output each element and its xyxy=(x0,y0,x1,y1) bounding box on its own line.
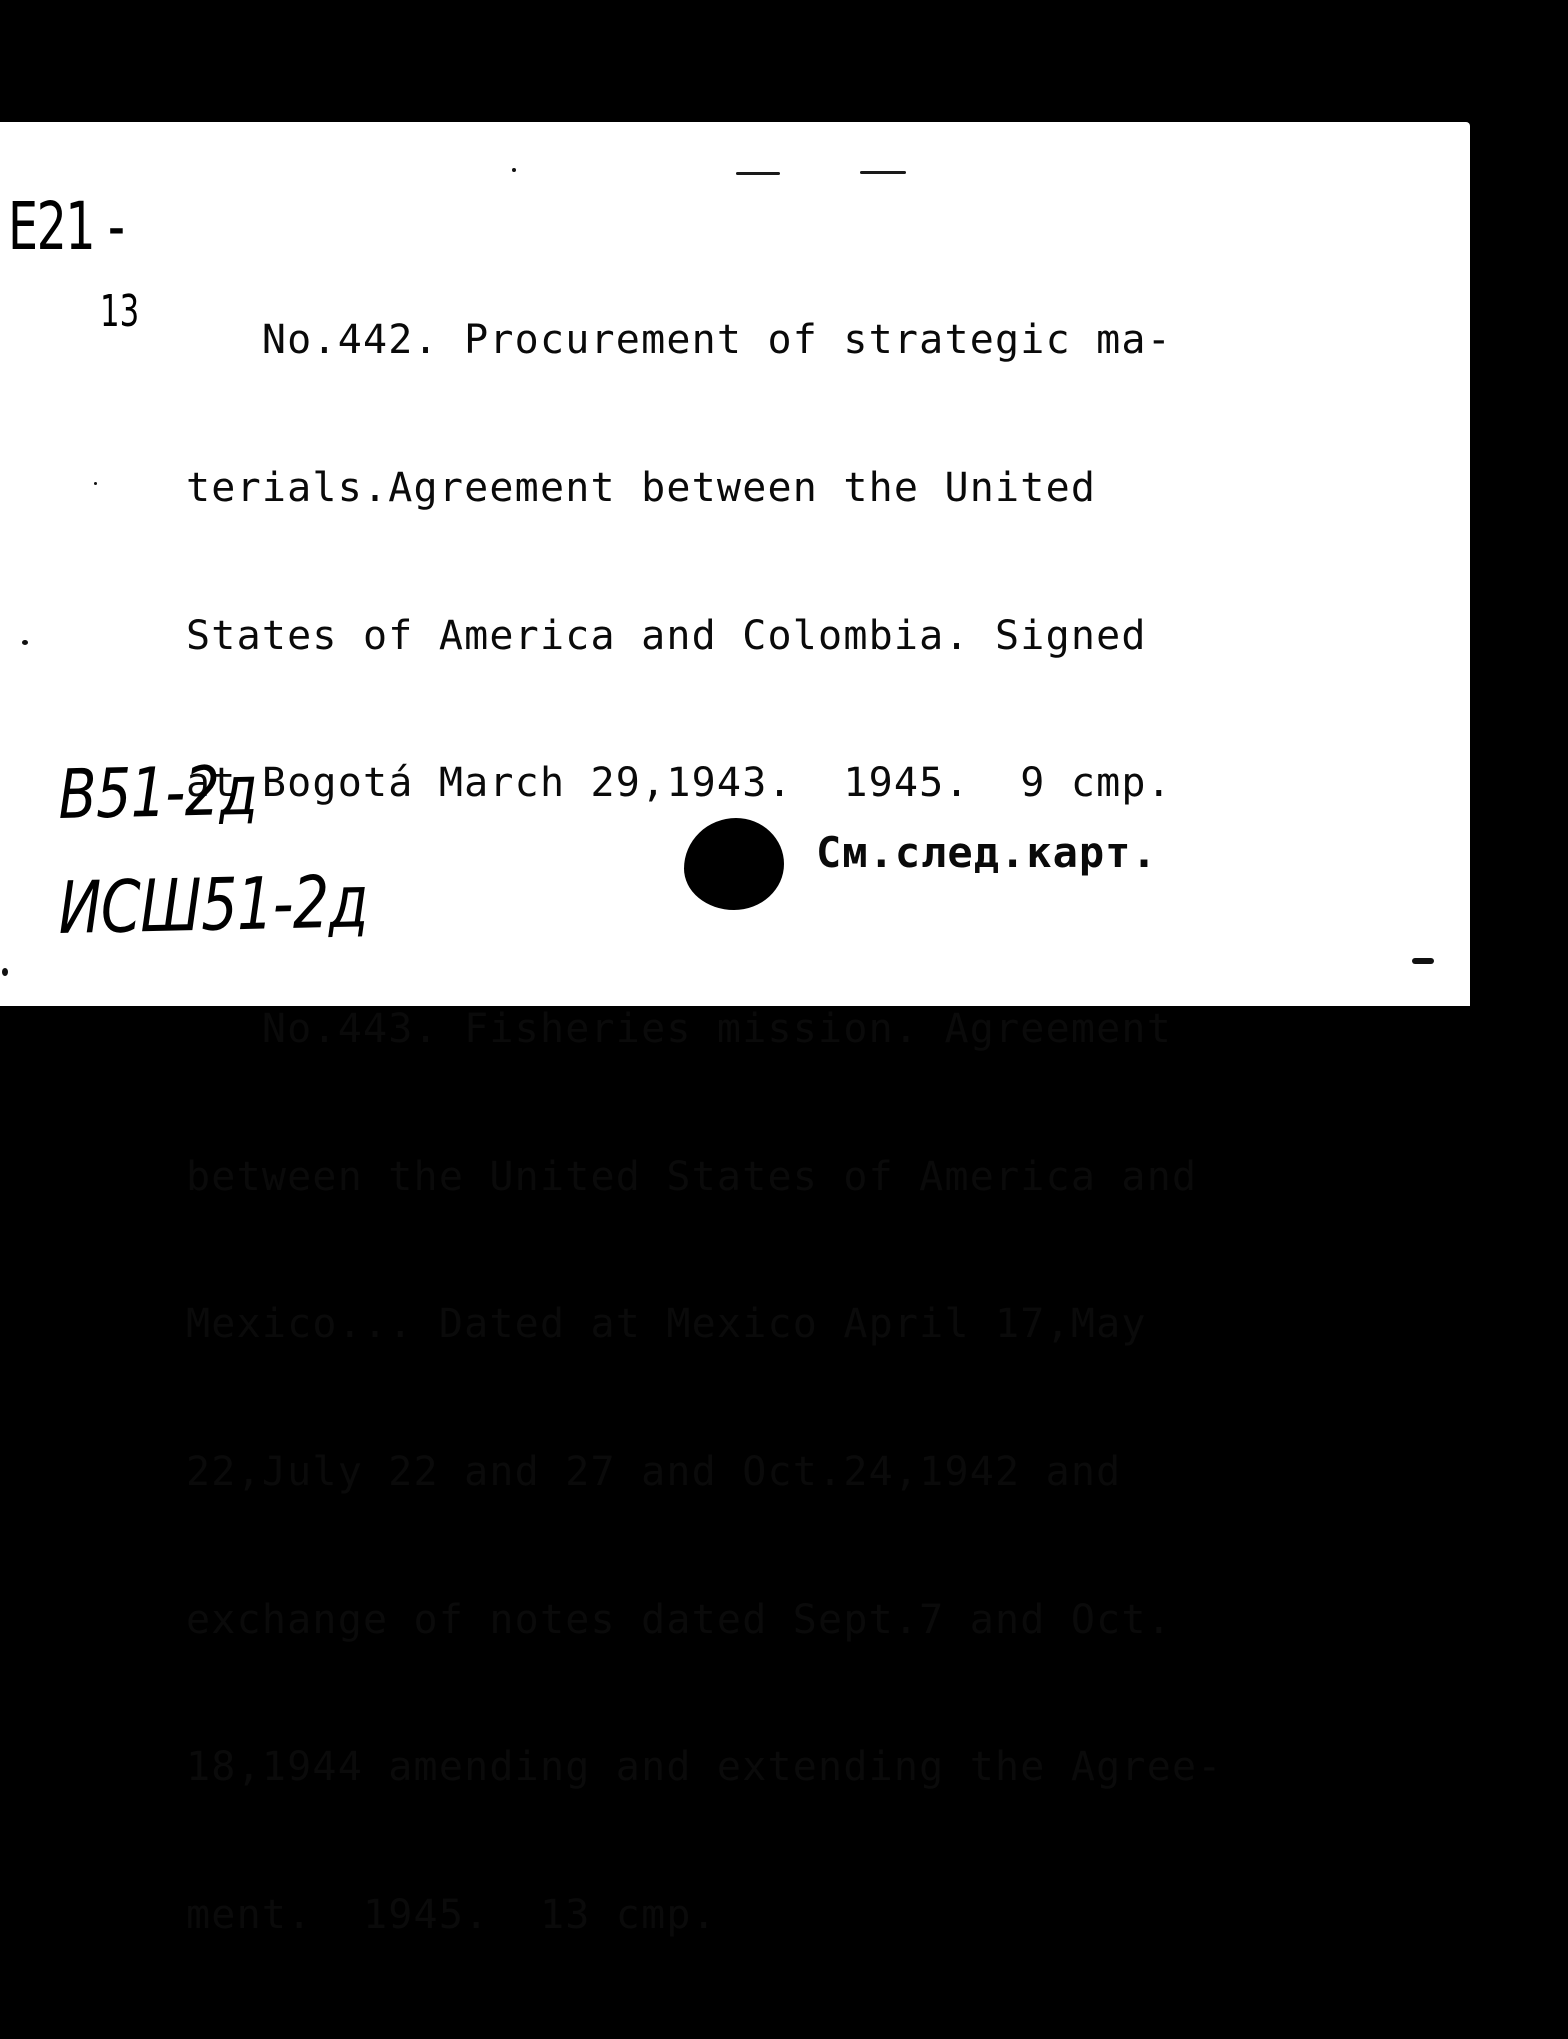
entry-line: ment. 1945. 13 cmp. xyxy=(186,1891,717,1938)
handwritten-shelf-mark: B51-2д xyxy=(57,751,258,835)
handwritten-shelf-mark: ИСШ51-2д xyxy=(57,859,369,950)
dust-speck xyxy=(22,640,28,645)
dust-speck xyxy=(2,968,8,976)
handwritten-call-number: E21 - xyxy=(8,188,124,265)
see-next-card-note: См.след.карт. xyxy=(816,828,1158,877)
entry-443 xyxy=(186,907,1446,2039)
top-dash-mark xyxy=(860,171,906,174)
typed-entries xyxy=(186,218,1446,2039)
entry-line: No.442. Procurement of strategic ma- xyxy=(186,317,1172,364)
dust-speck xyxy=(94,482,97,485)
entry-line: exchange of notes dated Sept.7 and Oct. xyxy=(186,1596,1172,1643)
entry-line: 18,1944 amending and extending the Agree- xyxy=(186,1744,1223,1791)
entry-line: States of America and Colombia. Signed xyxy=(186,612,1147,659)
entry-line: at Bogotá March 29,1943. 1945. 9 cmp. xyxy=(186,760,1172,807)
top-dash-mark xyxy=(736,172,780,175)
entry-line: No.443. Fisheries mission. Agreement xyxy=(186,1006,1172,1053)
punch-hole xyxy=(684,818,784,910)
catalog-card xyxy=(0,122,1470,1938)
handwritten-call-number-sub: 13 xyxy=(100,286,140,337)
entry-line: 22,July 22 and 27 and Oct.24,1942 and xyxy=(186,1449,1122,1496)
entry-line: Mexico... Dated at Mexico April 17,May xyxy=(186,1301,1147,1348)
entry-line: between the United States of America and xyxy=(186,1153,1198,1200)
dust-speck xyxy=(512,168,516,172)
entry-line: terials.Agreement between the United xyxy=(186,465,1097,512)
entry-442 xyxy=(186,218,1446,907)
